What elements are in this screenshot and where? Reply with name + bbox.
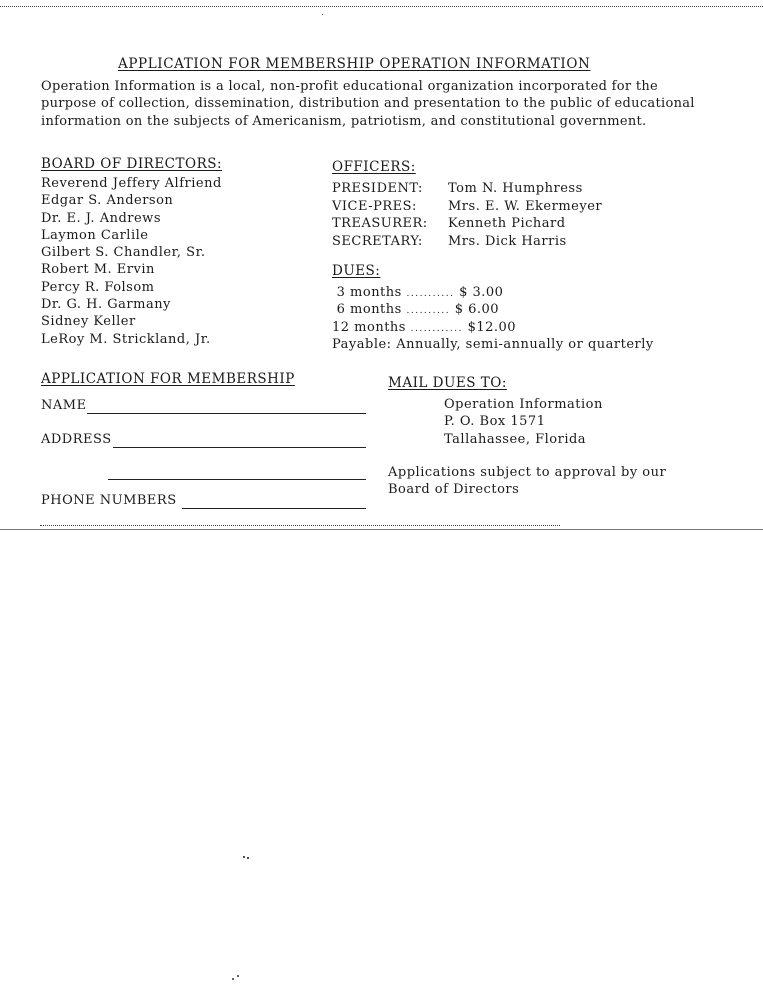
dues-period: 3 months	[332, 285, 402, 300]
dues-heading: DUES:	[332, 263, 381, 279]
dues-period: 6 months	[332, 302, 402, 318]
officer-role: SECRETARY:	[332, 233, 423, 249]
officer-name: Tom N. Humphress	[448, 181, 583, 196]
board-member: Laymon Carlile	[41, 227, 149, 243]
board-member: Sidney Keller	[41, 314, 136, 330]
officers-heading: OFFICERS:	[332, 159, 416, 175]
name-field-line[interactable]	[87, 413, 366, 414]
scan-speck	[322, 14, 323, 15]
phone-label: PHONE NUMBERS	[41, 493, 177, 508]
dues-row	[332, 284, 654, 301]
board-member: Robert M. Ervin	[41, 262, 155, 278]
dues-period: 12 months	[332, 319, 406, 335]
application-heading: APPLICATION FOR MEMBERSHIP	[41, 371, 295, 387]
address-label: ADDRESS	[41, 432, 112, 447]
mail-heading: MAIL DUES TO:	[388, 375, 507, 391]
board-heading: BOARD OF DIRECTORS:	[41, 156, 223, 172]
dues-leader-dots: ...........	[406, 289, 455, 299]
bottom-cut-line-solid	[0, 529, 763, 530]
board-member: Gilbert S. Chandler, Sr.	[41, 245, 206, 261]
address-field-line[interactable]	[113, 447, 366, 448]
mail-city: Tallahassee, Florida	[444, 431, 587, 447]
scan-speck	[243, 856, 245, 858]
dues-amount: $ 3.00	[459, 285, 504, 300]
dues-payable-note: Payable: Annually, semi-annually or quarterly	[332, 336, 654, 352]
board-member: LeRoy M. Strickland, Jr.	[41, 331, 211, 347]
officer-row	[332, 198, 602, 216]
board-member: Dr. G. H. Garmany	[41, 297, 171, 313]
dues-row	[332, 301, 654, 318]
dues-table	[332, 284, 654, 353]
officer-name: Kenneth Pichard	[448, 216, 566, 231]
officers-list	[332, 180, 602, 250]
mail-org: Operation Information	[444, 397, 603, 412]
document-title: APPLICATION FOR MEMBERSHIP OPERATION INFORMATION	[118, 56, 591, 72]
top-cut-line	[0, 6, 763, 7]
phone-field-line[interactable]	[182, 508, 366, 509]
dues-leader-dots: ............	[410, 323, 463, 334]
officer-role: VICE-PRES:	[332, 198, 417, 214]
dues-amount: $ 6.00	[454, 302, 500, 318]
mail-address	[444, 396, 603, 448]
officer-name: Mrs. Dick Harris	[448, 233, 567, 249]
board-list	[41, 175, 222, 348]
officer-role: PRESIDENT:	[332, 181, 423, 196]
officer-row	[332, 215, 602, 233]
board-member: Percy R. Folsom	[41, 279, 155, 295]
scan-speck	[237, 975, 239, 977]
approval-note: Applications subject to approval by our Board of Directors	[388, 465, 667, 498]
intro-paragraph: Operation Information is a local, non-profit educational organization incorporated for the purpose of collection, dissemination, distribution and presentation to the public of educational information on the subjects of Americanism, patriotism, and constitutional government.	[41, 79, 695, 129]
board-member: Reverend Jeffery Alfriend	[41, 176, 222, 191]
name-label: NAME	[41, 398, 87, 413]
scan-speck	[247, 857, 249, 859]
dues-row	[332, 319, 654, 336]
address-field-line-2[interactable]	[108, 479, 366, 480]
scan-speck	[232, 978, 234, 980]
officer-row	[332, 233, 602, 251]
officer-role: TREASURER:	[332, 216, 428, 231]
officer-row	[332, 180, 602, 198]
officer-name: Mrs. E. W. Ekermeyer	[448, 198, 603, 214]
board-member: Edgar S. Anderson	[41, 193, 174, 209]
dues-amount: $12.00	[467, 319, 517, 335]
bottom-cut-line-dotted	[40, 525, 560, 526]
board-member: Dr. E. J. Andrews	[41, 210, 161, 226]
mail-box: P. O. Box 1571	[444, 414, 546, 430]
dues-leader-dots: ..........	[406, 306, 451, 317]
